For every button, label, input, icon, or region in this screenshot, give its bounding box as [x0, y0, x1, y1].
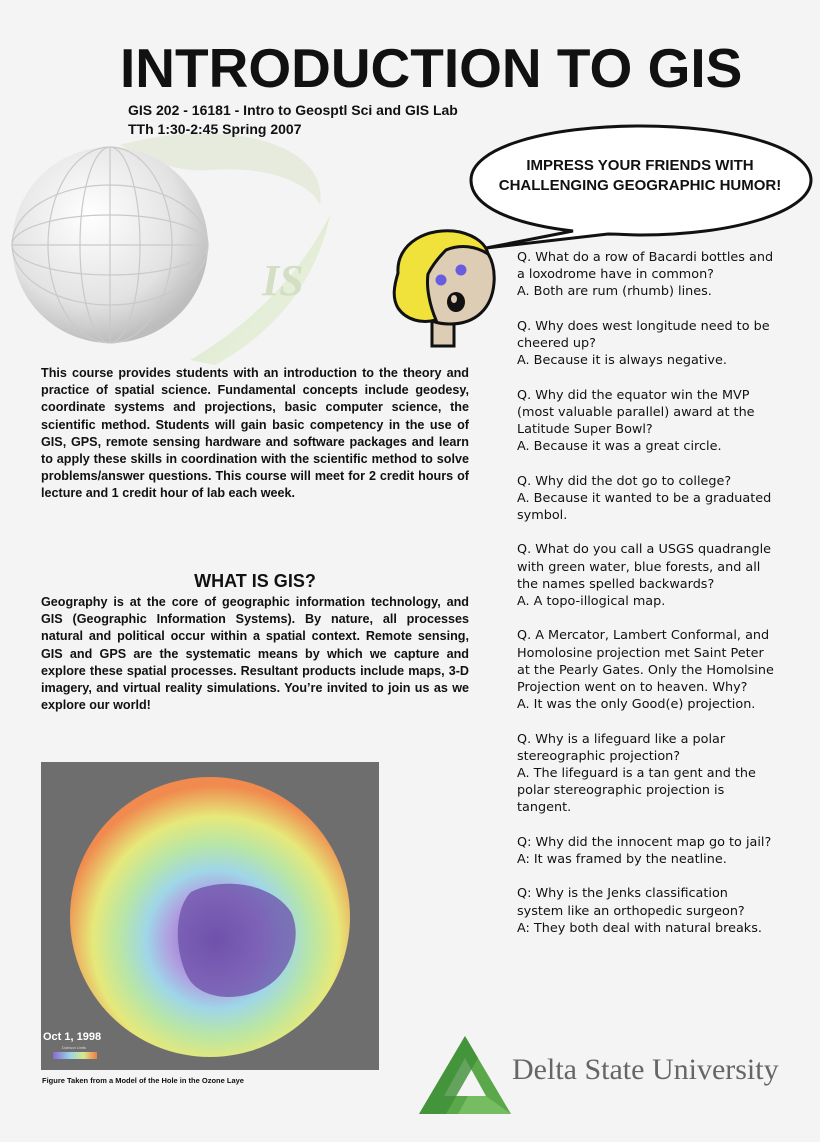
what-is-gis-heading: WHAT IS GIS?	[194, 571, 316, 591]
joke-question: Q. Why did the dot go to college?	[517, 473, 732, 489]
joke-item	[517, 885, 777, 937]
joke-item	[517, 318, 777, 370]
joke-answer: A. The lifeguard is a tan gent and the polar stereographic projection is tangent.	[517, 766, 756, 816]
joke-item	[517, 387, 777, 456]
joke-question: Q. Why did the equator win the MVP (most valuable parallel) award at the Latitude Super Bowl?	[517, 387, 755, 437]
joke-question: Q. Why is a lifeguard like a polar stereographic projection?	[517, 731, 726, 764]
joke-item	[517, 834, 777, 868]
gis-logo-graphic	[0, 125, 380, 365]
cartoon-face-icon	[388, 228, 500, 352]
schedule-line: TTh 1:30-2:45 Spring 2007	[128, 121, 302, 137]
university-name: Delta State University	[512, 1053, 779, 1086]
ozone-hole-image	[41, 762, 379, 1070]
joke-question: Q: Why is the Jenks classification system like an orthopedic surgeon?	[517, 886, 745, 919]
ozone-date-label: Oct 1, 1998	[43, 1031, 102, 1043]
page-title: INTRODUCTION TO GIS	[120, 37, 743, 99]
joke-question: Q: Why did the innocent map go to jail?	[517, 834, 772, 850]
joke-question: Q. A Mercator, Lambert Conformal, and Homolosine projection met Saint Peter at the Pearly Gates. Only the Homolsine Projection went on to heaven. Why?	[517, 628, 774, 695]
joke-answer: A. Because it is always negative.	[517, 353, 727, 369]
logo-letters: IS	[262, 256, 304, 305]
joke-answer: A: It was framed by the neatline.	[517, 852, 727, 867]
joke-item	[517, 627, 777, 713]
figure-caption: Figure Taken from a Model of the Hole in the Ozone Laye	[42, 1076, 244, 1085]
joke-answer: A. It was the only Good(e) projection.	[517, 697, 756, 713]
course-description: This course provides students with an introduction to the theory and practice of spatial science. Fundamental concepts include geodesy, coordinate systems and projections, basic computer science, the scientific method. Students will gain basic competency in the use of GIS, GPS, remote sensing hardware and software packages and learn to apply these skills in coordination with the scientific method to solve problems/answer questions. This course will meet for 2 credit hours of lecture and 1 credit hour of lab each week.	[41, 366, 469, 501]
joke-item	[517, 249, 777, 301]
joke-question: Q. What do a row of Bacardi bottles and a loxodrome have in common?	[517, 250, 774, 283]
ozone-legend-bar	[53, 1052, 97, 1059]
bubble-line-2: CHALLENGING GEOGRAPHIC HUMOR!	[498, 177, 782, 194]
joke-answer: A. Both are rum (rhumb) lines.	[517, 284, 712, 300]
joke-question: Q. What do you call a USGS quadrangle with green water, blue forests, and all the names spelled backwards?	[517, 542, 772, 592]
what-is-gis-text: Geography is at the core of geographic information technology, and GIS (Geographic Information Systems). By nature, all processes natural and political occur within a spatial context. Remote sensing, GIS and GPS are the systematic means by which we capture and explore these spatial processes. Resultant products include maps, 3-D imagery, and virtual reality simulations. You’re invited to join us as we explore our world!	[41, 595, 469, 713]
jokes-list	[517, 249, 777, 954]
course-line: GIS 202 - 16181 - Intro to Geosptl Sci and GIS Lab	[128, 102, 458, 118]
joke-answer: A. A topo-illogical map.	[517, 594, 666, 609]
joke-item	[517, 473, 777, 525]
swoosh-lower	[190, 215, 330, 365]
dsu-triangle-logo-icon	[418, 1034, 513, 1116]
joke-answer: A. Because it wanted to be a graduated symbol.	[517, 490, 772, 523]
bubble-text	[470, 156, 810, 196]
joke-question: Q. Why does west longitude need to be cheered up?	[517, 318, 770, 351]
joke-answer: A. Because it was a great circle.	[517, 439, 722, 455]
bubble-line-1: IMPRESS YOUR FRIENDS WITH	[526, 157, 754, 174]
joke-item	[517, 541, 777, 610]
ozone-legend-label: Dobson Units	[62, 1045, 87, 1050]
joke-answer: A: They both deal with natural breaks.	[517, 920, 762, 936]
joke-item	[517, 731, 777, 817]
